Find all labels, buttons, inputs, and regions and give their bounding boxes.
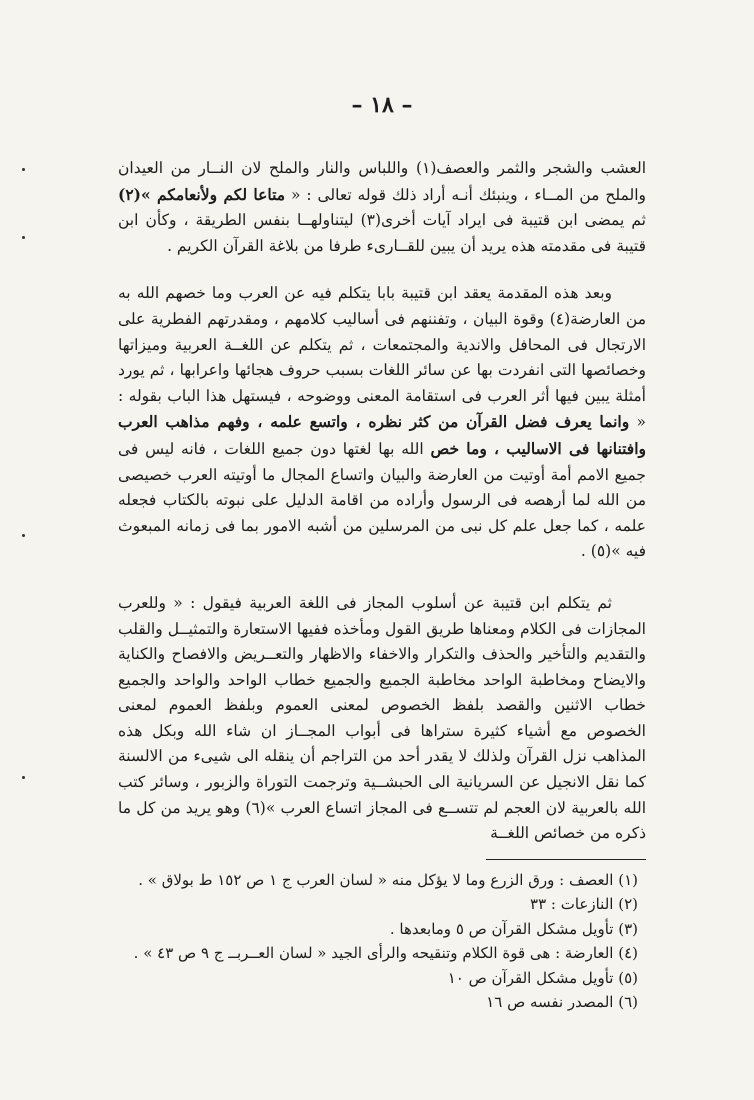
paragraph-3 — [118, 591, 646, 847]
footnote-3: (٣) تأويل مشكل القرآن ص ٥ ومابعدها . — [389, 919, 638, 938]
scan-speck — [22, 168, 25, 171]
paragraph-1 — [118, 156, 646, 259]
scan-speck — [22, 776, 25, 779]
paragraph-text: العشب والشجر والثمر والعصف(١) واللباس والنار والملح لان النــار من العيدان والملح من المــاء ، وينبئك أنـه أراد ذلك قوله تعالى : « — [118, 159, 646, 204]
footnotes — [118, 868, 646, 1015]
bold-quotation: وانما يعرف فضل القرآن من كثر نظره ، واتسع علمه ، وفهم مذاهب العرب وافتنانها فى الاساليب ، وما خص — [118, 412, 646, 458]
footnote-5: (٥) تأويل مشكل القرآن ص ١٠ — [447, 968, 638, 987]
page-number: – ١٨ – — [351, 92, 413, 118]
document-page — [118, 92, 646, 1015]
footnote-6: (٦) المصدر نفسه ص ١٦ — [486, 993, 638, 1012]
scan-speck — [22, 534, 25, 537]
paragraph-text: وبعد هذه المقدمة يعقد ابن قتيبة بابا يتكلم فيه عن العرب وما خصهم الله به من العارضة(٤) وقوة البيان ، وتفننهم فى أساليب كلامهم ، ومقدرتهم الفطرية على الارتجال فى المحافل والاندية والمجتمعات ، ثم يتكلم عن اللغــة العربية وميزاتها وخصائصها التى انفردت بها عن سائر اللغات بسبب حروف هجائها واعرابها ، ثم يورد أمثلة يبين فيها أثر العرب فى استقامة المعنى ووضوحه ، فيستهل هذا الباب بقوله : « — [118, 284, 647, 432]
paragraph-text: الله بها لغتها دون جميع اللغات ، فانه ليس فى جميع الامم أمة أوتيت من العارضة والبيان واتساع المجال ما أوتيته العرب خصيصى من الله لما أرهصه فى الرسول وأراده من اقامة الدليل على نبوته بالكتاب فجعله علمه ، كما جعل علم كل نبى من المرسلين من أشبه الامور بما فى زمانه المبعوث فيه »(٥) . — [118, 439, 646, 561]
footnote-4: (٤) العارضة : هى قوة الكلام وتنقيحه والرأى الجيد « لسان العــربــ ج ٩ ص ٤٣ » . — [133, 944, 638, 963]
paragraph-2 — [118, 281, 646, 565]
footnote-2: (٢) النازعات : ٣٣ — [530, 895, 638, 914]
paragraph-text: ثم يمضى ابن قتيبة فى ايراد آيات أخرى(٣) ليتناولهــا بنفس الطريقة ، وكأن ابن قتيبة فى مقدمته هذه يريد أن يبين للقــارىء طرفا من بلاغة القرآن الكريم . — [118, 211, 646, 255]
paragraph-text: ثم يتكلم ابن قتيبة عن أسلوب المجاز فى اللغة العربية فيقول : « وللعرب المجازات فى الكلام ومعناها طريق القول ومأخذه ففيها الاستعارة والتمثيــل والقلب والتقديم والتأخير والحذف والتكرار والاخفاء والاظهار والتعــريض والافصاح والكناية والايضاح ومخاطبة الواحد مخاطبة الجميع والجميع خطاب الواحد والواحد والجميع خطاب الاثنين والقصد بلفظ الخصوص لمعنى العموم وبلفظ العموم لمعنى الخصوص مع أشياء كثيرة ستراها فى أبواب المجــاز ان شاء الله وبكل هذه المذاهب نزل القرآن ولذلك لا يقدر أحد من التراجم أن ينقله الى شيىء من الالسنة كما نقل الانجيل عن السريانية الى الحبشــية وترجمت التوراة والزبور ، وسائر كتب الله بالعربية لان العجم لم تتســع فى المجاز اتساع العرب »(٦) وهو يريد من كل ما ذكره من خصائص اللغــة — [118, 593, 646, 843]
scan-speck — [22, 236, 25, 239]
footnote-1: (١) العصف : ورق الزرع وما لا يؤكل منه « لسان العرب ج ١ ص ١٥٢ ط بولاق » . — [138, 870, 638, 889]
footnote-divider — [486, 859, 646, 860]
quran-quote: متاعا لكم ولأنعامكم »(٢) — [118, 184, 286, 204]
